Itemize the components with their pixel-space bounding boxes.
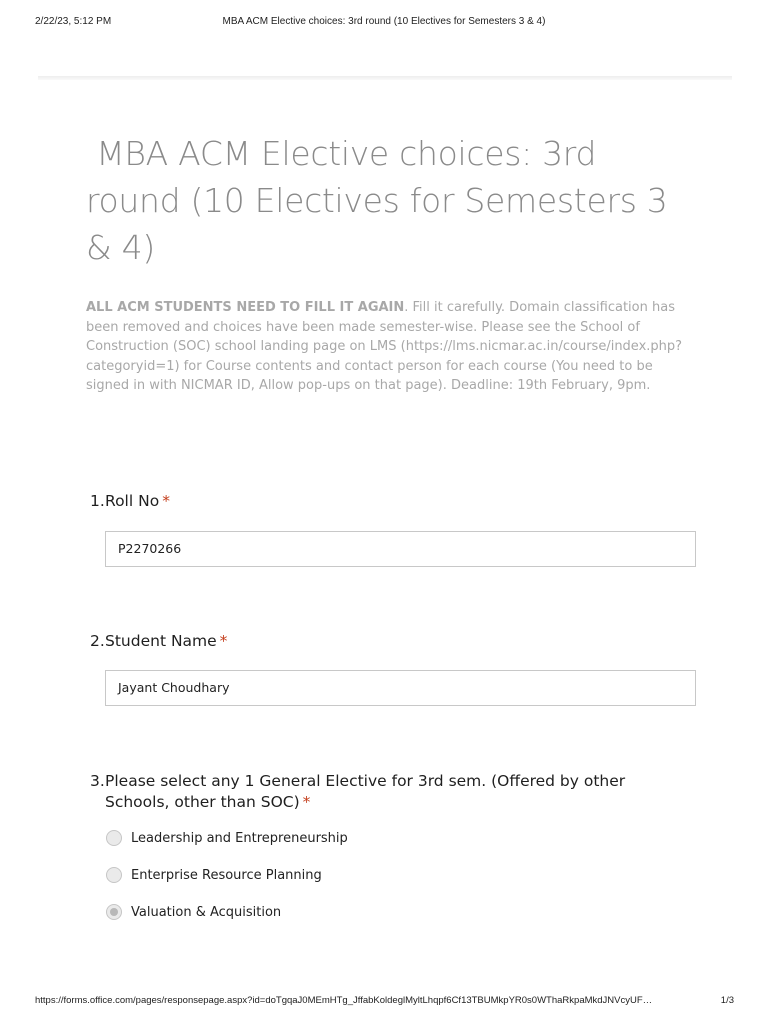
form-description — [86, 298, 686, 396]
question-number: 2. — [90, 632, 105, 650]
option-label: Enterprise Resource Planning — [131, 867, 322, 883]
option-valuation-acquisition[interactable] — [106, 902, 281, 922]
option-leadership-entrepreneurship[interactable] — [106, 828, 348, 848]
required-marker: * — [219, 632, 228, 650]
question-text: Roll No — [105, 492, 160, 510]
question-text: Please select any 1 General Elective for 3rd sem. (Offered by other Schools, other than SOC) — [105, 772, 626, 811]
option-enterprise-resource-planning[interactable] — [106, 865, 322, 885]
print-document-title: MBA ACM Elective choices: 3rd round (10 Electives for Semesters 3 & 4) — [222, 16, 546, 27]
form-top-divider — [38, 76, 732, 80]
question-number: 3. — [90, 772, 105, 790]
print-url: https://forms.office.com/pages/responsepage.aspx?id=doTgqaJ0MEmHTg_JffabKoldeglMyltLhqpf6Cf13TBUMkpYR0s0WThaRkpaMkdJNVcyUF… — [35, 995, 653, 1006]
form-description-body: . Fill it carefully. Domain classification has been removed and choices have been made semester-wise. Please see the School of Construction (SOC) school landing page on LMS (https://lms.nicmar.ac.in/course/index.php?categoryid=1) for Course contents and contact person for each course (You need to be signed in with NICMAR ID, Allow pop-ups on that page). Deadline: 19th February, 9pm. — [86, 300, 683, 393]
radio-button-selected[interactable] — [106, 904, 122, 920]
option-label: Valuation & Acquisition — [131, 904, 282, 920]
question-general-elective — [90, 771, 690, 813]
question-number: 1. — [90, 492, 105, 510]
required-marker: * — [162, 492, 170, 510]
student-name-input[interactable]: Jayant Choudhary — [105, 670, 696, 706]
print-date: 2/22/23, 5:12 PM — [35, 16, 112, 27]
required-marker: * — [302, 793, 311, 811]
print-page-number: 1/3 — [720, 995, 734, 1006]
radio-button[interactable] — [106, 830, 122, 846]
question-student-name — [90, 631, 690, 652]
question-text: Student Name — [105, 632, 217, 650]
roll-no-input[interactable]: P2270266 — [105, 531, 696, 567]
form-title: MBA ACM Elective choices: 3rd round (10 Electives for Semesters 3 & 4) — [86, 134, 668, 267]
radio-button[interactable] — [106, 867, 122, 883]
option-label: Leadership and Entrepreneurship — [131, 830, 348, 846]
form-description-emphasis: ALL ACM STUDENTS NEED TO FILL IT AGAIN — [86, 300, 405, 315]
question-roll-no — [90, 491, 690, 512]
